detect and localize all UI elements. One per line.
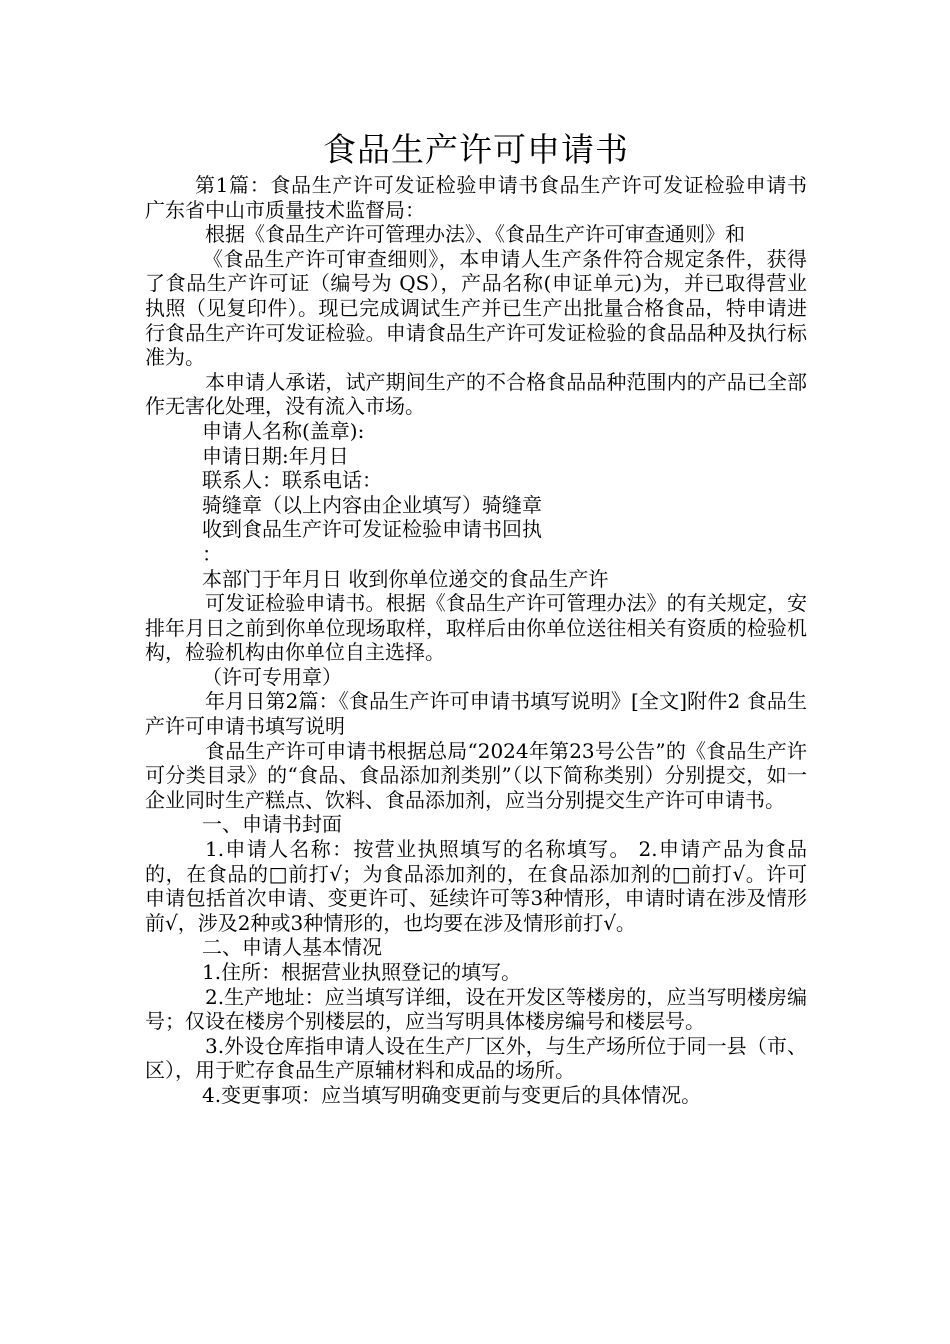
paragraph-residence: 1.住所：根据营业执照登记的填写。 [202, 960, 522, 984]
paragraph-receipt-body: 可发证检验申请书。根据《食品生产许可管理办法》的有关规定，安排年月日之前到你单位现场取样，取样后由你单位送往相关有资质的检验机构，检验机构由你单位自主选择。 [145, 591, 807, 665]
document-title: 食品生产许可申请书 [323, 130, 629, 169]
section-heading-cover: 一、申请书封面 [202, 812, 342, 837]
paragraph-license-seal: （许可专用章） [202, 664, 342, 689]
paragraph-contact: 联系人：联系电话： [202, 468, 382, 493]
paragraph-commitment: 本申请人承诺，试产期间生产的不合格食品品种范围内的产品已全部作无害化处理，没有流入市场。 [145, 369, 807, 419]
paragraph-cover-items: 1.申请人名称：按营业执照填写的名称填写。 2.申请产品为食品的，在食品的□前打√；为食品添加剂的，在食品添加剂的□前打√。许可申请包括首次申请、变更许可、延续许可等3种情形，申请时请在涉及情形前√，涉及2种或3种情形的，也均要在涉及情形前打√。 [145, 837, 807, 935]
paragraph-legal-basis: 根据《食品生产许可管理办法》、《食品生产许可审查通则》和 [205, 222, 745, 247]
paragraph-application-body: 《食品生产许可审查细则》，本申请人生产条件符合规定条件，获得了食品生产许可证（编号为 QS），产品名称(申证单元)为，并已取得营业执照（见复印件）。现已完成调试生产并已生产出批量合格食品，特申请进行食品生产许可发证检验。申请食品生产许可发证检验的食品品种及执行标准为。 [145, 246, 807, 370]
paragraph-production-address: 2.生产地址：应当填写详细，设在开发区等楼房的，应当写明楼房编号；仅设在楼房个别楼层的，应当写明具体楼房编号和楼层号。 [145, 984, 807, 1034]
paragraph-seam-seal: 骑缝章（以上内容由企业填写）骑缝章 [202, 492, 542, 517]
document-page [145, 127, 807, 1108]
paragraph-receipt-received: 本部门于年月日 收到你单位递交的食品生产许 [202, 566, 609, 591]
paragraph-part2-heading: 年月日第2篇：《食品生产许可申请书填写说明》[全文]附件2 食品生产许可申请书填写说明 [145, 689, 807, 739]
paragraph-receipt-title: 收到食品生产许可发证检验申请书回执 [202, 517, 542, 542]
section-heading-basic-info: 二、申请人基本情况 [202, 935, 382, 960]
paragraph-change-items: 4.变更事项：应当填写明确变更前与变更后的具体情况。 [202, 1082, 702, 1107]
paragraph-external-warehouse: 3.外设仓库指申请人设在生产厂区外，与生产场所位于同一县（市、区），用于贮存食品生产原辅材料和成品的场所。 [145, 1033, 807, 1083]
paragraph-application-date: 申请日期:年月日 [202, 443, 349, 468]
paragraph-applicant-name: 申请人名称(盖章): [202, 418, 365, 443]
paragraph-receipt-colon: ： [202, 541, 222, 566]
paragraph-instructions-intro: 食品生产许可申请书根据总局“2024年第23号公告”的《食品生产许可分类目录》的“食品、食品添加剂类别”（以下简称类别）分别提交，如一企业同时生产糕点、饮料、食品添加剂，应当分别提交生产许可申请书。 [145, 738, 807, 812]
paragraph-part1-heading: 第1篇：食品生产许可发证检验申请书食品生产许可发证检验申请书 广东省中山市质量技术监督局： [145, 173, 807, 222]
